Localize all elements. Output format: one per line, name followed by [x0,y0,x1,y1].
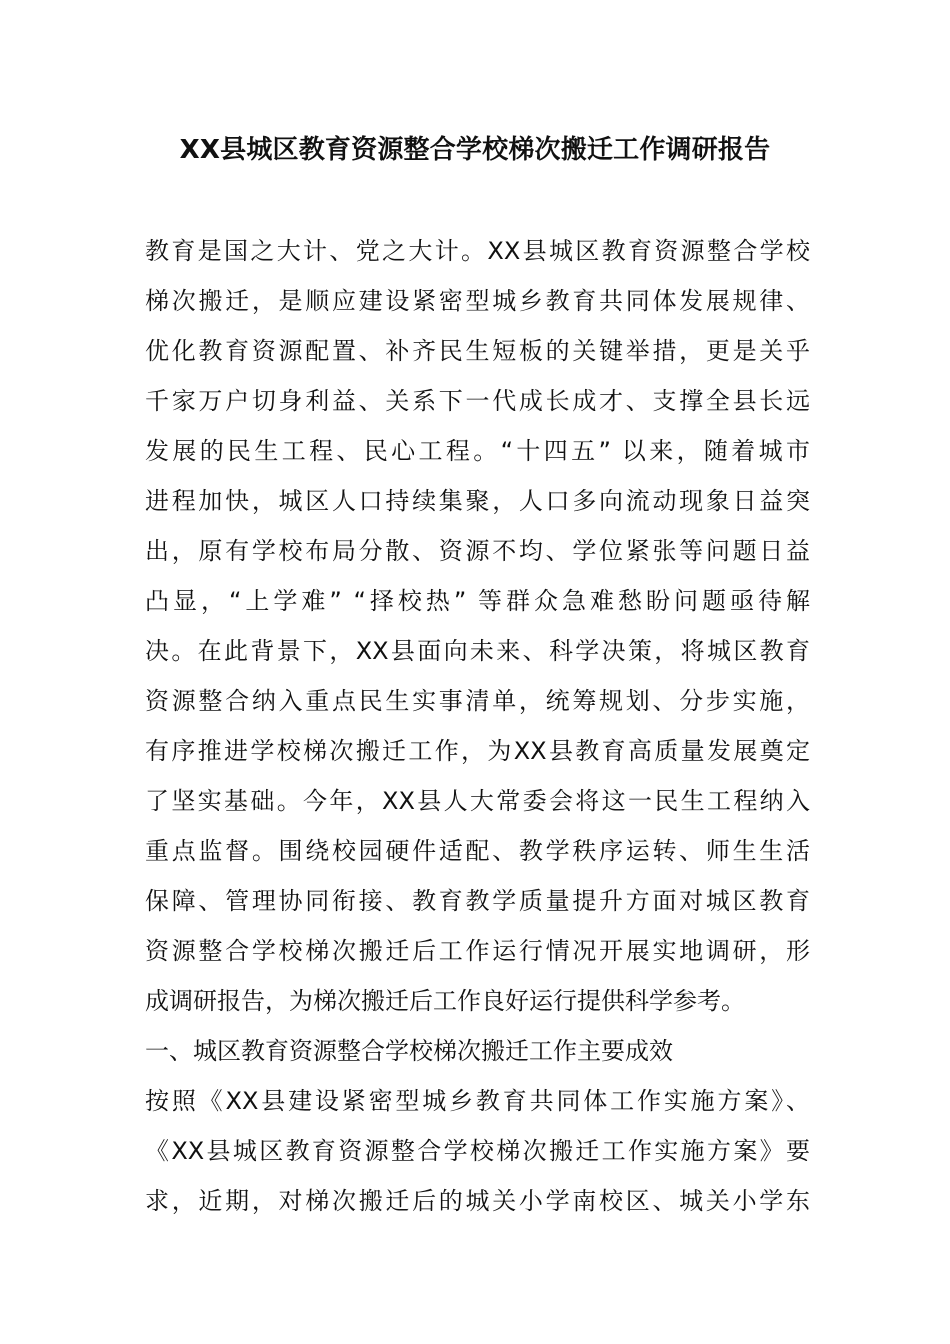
body-line: 按照《XX县建设紧密型城乡教育共同体工作实施方案》、 [145,1087,810,1115]
body-line: 教育是国之大计、党之大计。XX县城区教育资源整合学校 [145,237,810,265]
document-title: XX县城区教育资源整合学校梯次搬迁工作调研报告 [179,135,771,165]
body-line: 重点监督。围绕校园硬件适配、教学秩序运转、师生生活 [145,837,810,865]
section-heading: 一、城区教育资源整合学校梯次搬迁工作主要成效 [145,1037,673,1065]
body-line: 梯次搬迁，是顺应建设紧密型城乡教育共同体发展规律、 [145,287,810,315]
body-line: 成调研报告，为梯次搬迁后工作良好运行提供科学参考。 [145,987,745,1015]
body-line: 千家万户切身利益、关系下一代成长成才、支撑全县长远 [145,387,810,415]
body-line: 出，原有学校布局分散、资源不均、学位紧张等问题日益 [145,537,810,565]
body-line: 决。在此背景下，XX县面向未来、科学决策，将城区教育 [145,637,810,665]
body-line: 有序推进学校梯次搬迁工作，为XX县教育高质量发展奠定 [145,737,810,765]
body-line: 《XX县城区教育资源整合学校梯次搬迁工作实施方案》要 [145,1137,810,1165]
document-body [145,226,810,1226]
body-line: 了坚实基础。今年，XX县人大常委会将这一民生工程纳入 [145,787,810,815]
body-line: 资源整合纳入重点民生实事清单，统筹规划、分步实施， [145,687,810,715]
body-line: 资源整合学校梯次搬迁后工作运行情况开展实地调研，形 [145,937,810,965]
body-line: 发展的民生工程、民心工程。“十四五” 以来，随着城市 [145,437,810,465]
body-line: 保障、管理协同衔接、教育教学质量提升方面对城区教育 [145,887,810,915]
body-line: 进程加快，城区人口持续集聚，人口多向流动现象日益突 [145,487,810,515]
body-line: 凸显，“上学难” “择校热” 等群众急难愁盼问题亟待解 [145,587,810,615]
body-line: 优化教育资源配置、补齐民生短板的关键举措，更是关乎 [145,337,810,365]
body-line: 求，近期，对梯次搬迁后的城关小学南校区、城关小学东 [145,1187,810,1215]
